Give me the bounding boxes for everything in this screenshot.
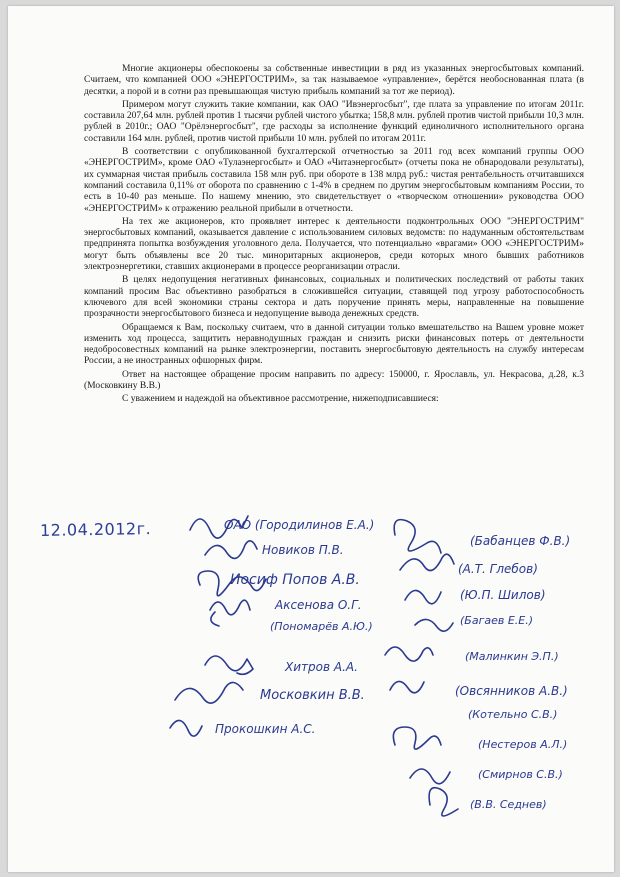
signer-name: (Овсянников А.В.): [455, 684, 568, 698]
signer-name: Московкин В.В.: [260, 688, 365, 703]
signer-name: (Пономарёв А.Ю.): [270, 620, 373, 633]
signer-name: Новиков П.В.: [262, 543, 344, 557]
signer-name: Иосиф Попов А.В.: [230, 572, 360, 588]
paragraph: Обращаемся к Вам, поскольку считаем, что в данной ситуации только вмешательство на Вашем уровне может изменить ход процесса, защитить неравнодушных граждан и снизить риски финансовых потерь от деятельности недобросовестных компаний на рынке электроэнергии, поставить энергосбытовую деятельность на службу интересам России, а не иностранных офшорных фирм.: [84, 322, 584, 367]
paragraph: Примером могут служить такие компании, как ОАО "Ивэнергосбыт", где плата за управление по итогам 2011г. составила 207,64 млн. рублей против 1 тысячи рублей чистого убытка; 158,8 млн. рублей против чистой прибыли 10,3 млн. рублей в 2010г.; ОАО "Орёлэнергосбыт", где расходы за исполнение функций единоличного исполнительного органа составили 164 млн. рублей, против чистой прибыли 10 млн. рублей по итогам 2011г.: [84, 99, 584, 144]
letter-body: [84, 64, 584, 408]
signer-name: Аксенова О.Г.: [275, 598, 362, 612]
signer-name: (Бабанцев Ф.В.): [470, 534, 571, 548]
signer-name: (Котельно С.В.): [468, 708, 558, 721]
closing-line: С уважением и надеждой на объективное рассмотрение, нижеподписавшиеся:: [122, 394, 439, 405]
signer-name: (Смирнов С.В.): [478, 768, 563, 781]
signer-name: (А.Т. Глебов): [458, 562, 538, 576]
signer-name: (Багаев Е.Е.): [460, 614, 534, 627]
signer-name: (В.В. Седнев): [470, 798, 547, 811]
handwritten-date: 12.04.2012г.: [39, 519, 152, 540]
signer-name: Прокошкин А.С.: [215, 722, 316, 736]
paragraph: Многие акционеры обеспокоены за собственные инвестиции в ряд из указанных энергосбытовых компаний. Считаем, что компанией ООО «ЭНЕРГОСТРИМ», за так называемое «управление», берётся необоснованная плата (в десятки, а порой и в сотни раз превышающая чистую прибыль компаний за тот же период).: [84, 64, 584, 97]
paragraph: В целях недопущения негативных финансовых, социальных и политических последствий от работы таких компаний просим Вас объективно разобраться в сложившейся ситуации, ставящей под угрозу работоспособность ключевого для всей экономики страны сектора и дать поручение принять меры, направленные на повышение прозрачности энергосбытового бизнеса и недопущение вывода денежных средств.: [84, 275, 584, 320]
signer-name: (Ю.П. Шилов): [460, 588, 546, 602]
paragraph: В соответствии с опубликованной бухгалтерской отчетностью за 2011 год всех компаний группы ООО «ЭНЕРГОСТРИМ», кроме ОАО «Тулаэнергосбыт» и ОАО «Читаэнергосбыт» (отчеты пока не обнародовали результаты), их суммарная чистая прибыль составила 158 млн руб. при обороте в 138 млрд руб.: чистая рентабельность отчитавшихся компаний составила 0,11% от оборота по сравнению с 1-4% в среднем по другим энергосбытовым компаниям России, то есть в 10-40 раз меньше. По нашему мнению, это свидетельствует о «творческом отношении» руководства ООО «ЭНЕРГОСТРИМ» к отражению реальной прибыли в отчетности.: [84, 147, 584, 214]
paragraph: Ответ на настоящее обращение просим направить по адресу: 150000, г. Ярославль, ул. Некрасова, д.28, к.3 (Московкину В.В.): [84, 369, 584, 392]
signer-name: ОАО (Городилинов Е.А.): [224, 518, 375, 532]
signer-name: (Нестеров А.Л.): [478, 738, 568, 751]
signer-name: Хитров А.А.: [285, 660, 358, 674]
signer-name: (Малинкин Э.П.): [465, 650, 559, 663]
paragraph: На тех же акционеров, кто проявляет интерес к деятельности подконтрольных ООО "ЭНЕРГОСТРИМ" энергосбытовых компаний, оказывается давление с использованием силовых ведомств: по надуманным обстоятельствам предпринята попытка возбуждения уголовного дела. Получается, что потенциально «врагами» ООО «ЭНЕРГОСТРИМ» могут быть объявлены все 20 тыс. миноритарных акционеров, среди которых много бывших работников электроэнергетики, ставших акционерами в процессе реорганизации отрасли.: [84, 216, 584, 273]
